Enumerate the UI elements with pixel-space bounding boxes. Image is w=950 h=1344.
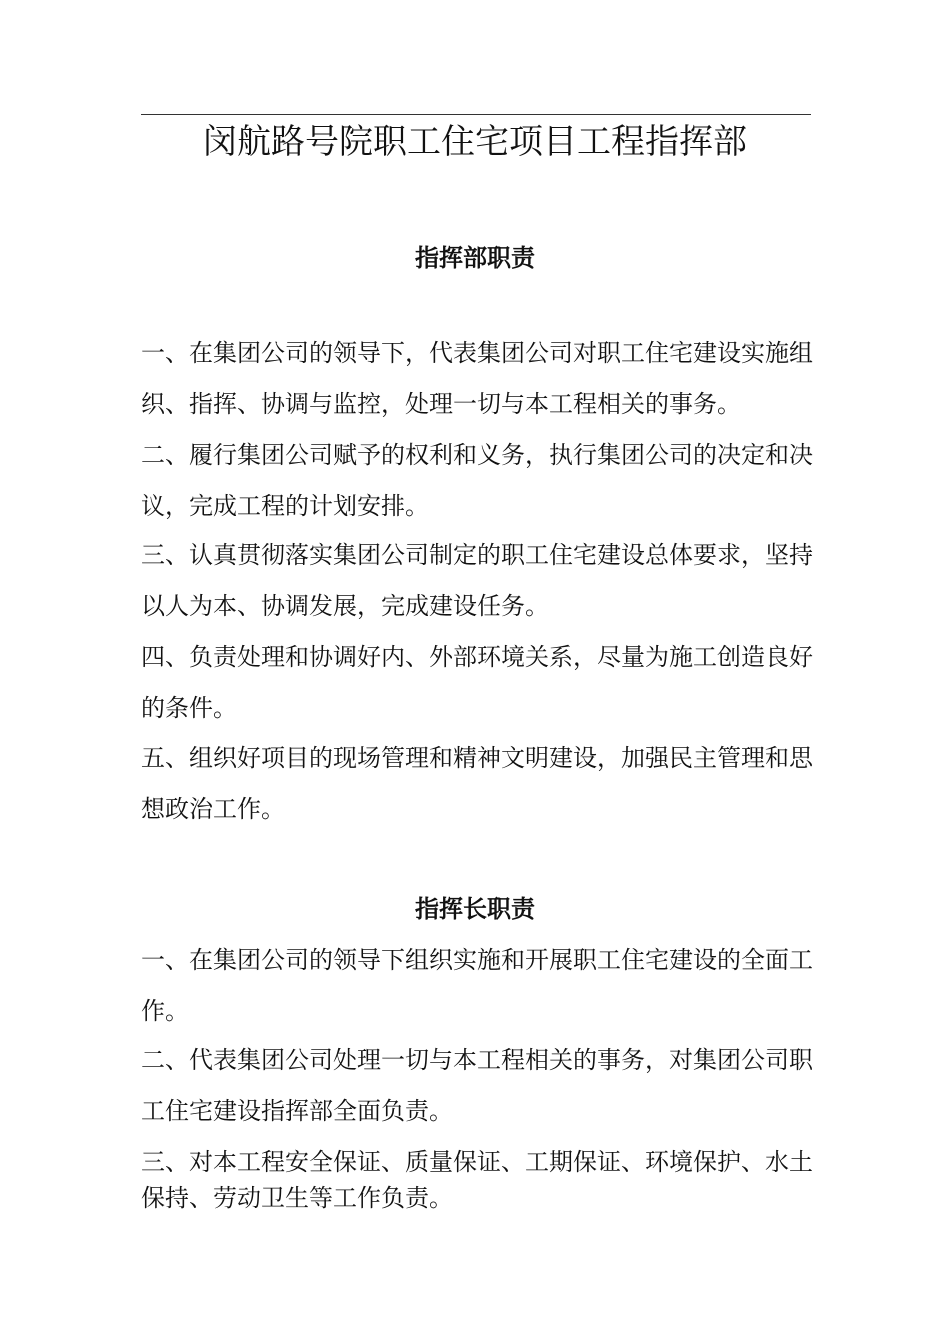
section-heading-commander-duties: 指挥长职责 (415, 895, 535, 923)
commander-duty-item-1: 一、在集团公司的领导下组织实施和开展职工住宅建设的全面工作。 (141, 946, 813, 1025)
header-rule (141, 114, 811, 115)
command-duty-item-2: 二、履行集团公司赋予的权利和义务，执行集团公司的决定和决议，完成工程的计划安排。 (141, 441, 813, 520)
command-duty-item-5: 五、组织好项目的现场管理和精神文明建设，加强民主管理和思想政治工作。 (141, 744, 813, 823)
section-heading-command-duties: 指挥部职责 (415, 244, 535, 272)
command-duty-item-1: 一、在集团公司的领导下，代表集团公司对职工住宅建设实施组织、指挥、协调与监控，处理一切与本工程相关的事务。 (141, 339, 813, 418)
commander-duty-item-2: 二、代表集团公司处理一切与本工程相关的事务，对集团公司职工住宅建设指挥部全面负责。 (141, 1046, 813, 1125)
document-title: 闵航路号院职工住宅项目工程指挥部 (203, 122, 747, 162)
commander-duty-item-3: 三、对本工程安全保证、质量保证、工期保证、环境保护、水土保持、劳动卫生等工作负责。 (141, 1148, 813, 1212)
command-duty-item-4: 四、负责处理和协调好内、外部环境关系，尽量为施工创造良好的条件。 (141, 643, 813, 722)
command-duty-item-3: 三、认真贯彻落实集团公司制定的职工住宅建设总体要求，坚持以人为本、协调发展，完成建设任务。 (141, 541, 813, 620)
